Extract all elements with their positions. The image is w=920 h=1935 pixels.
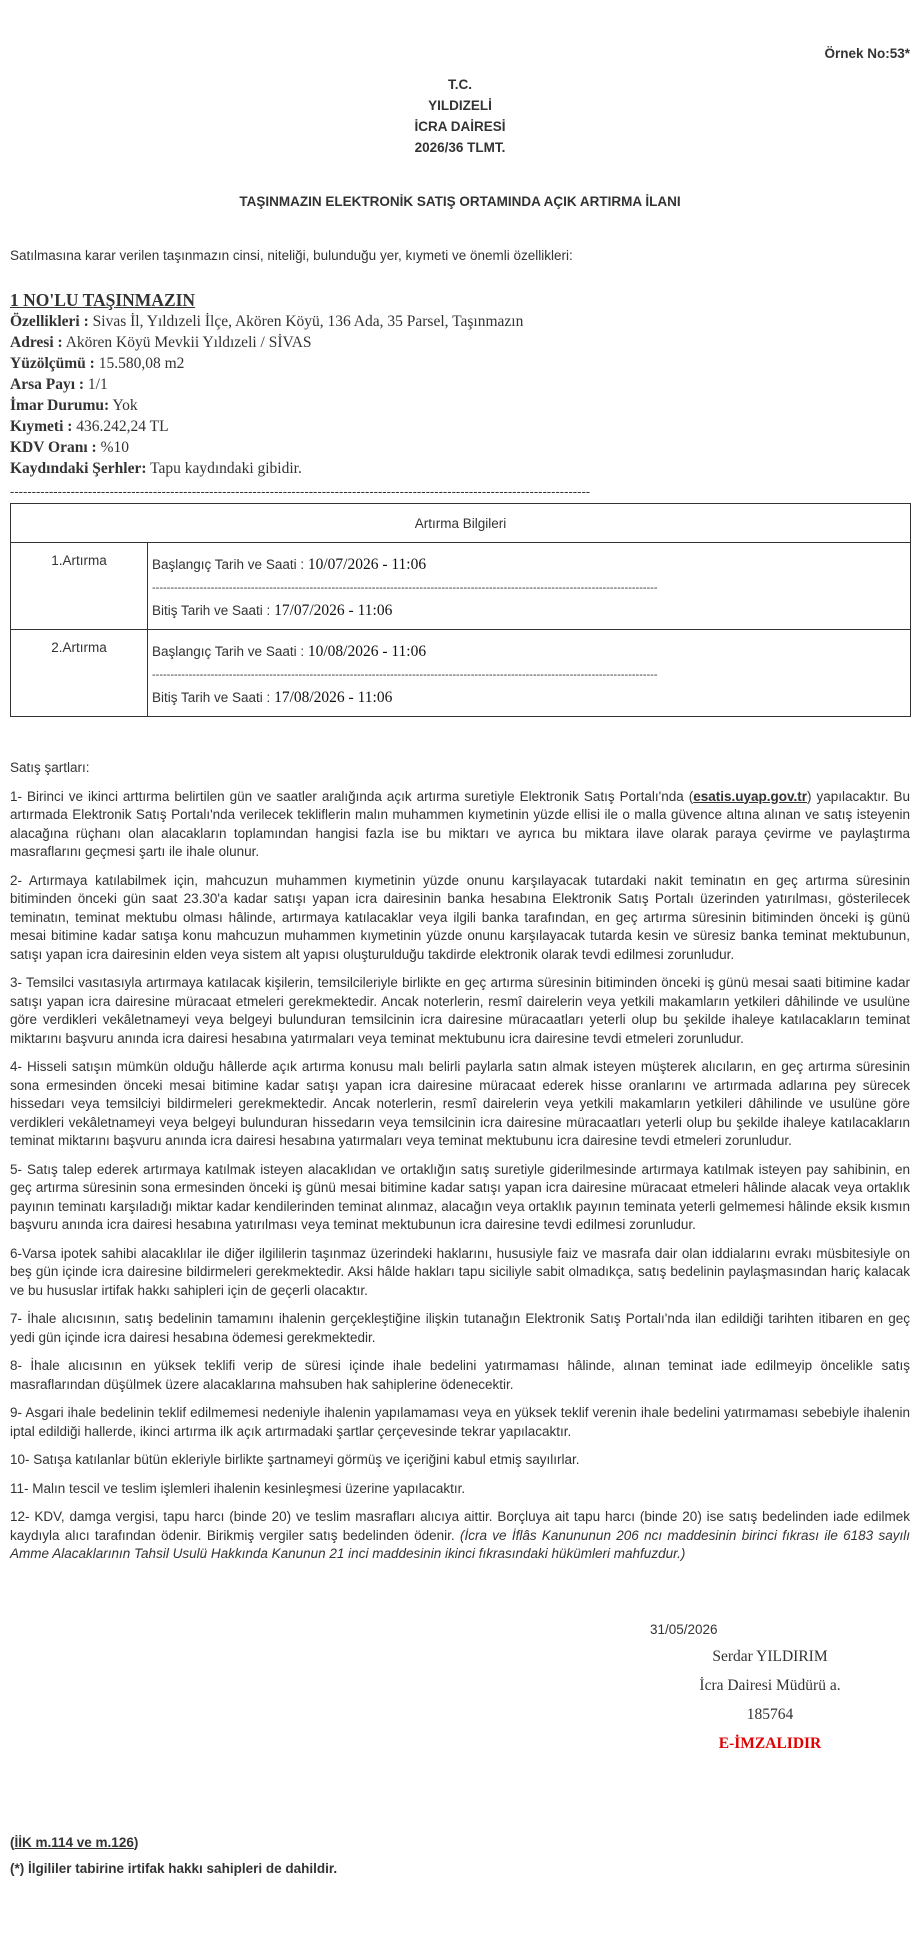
auction-row (11, 630, 911, 717)
auction-table (10, 503, 911, 717)
condition-3: 3- Temsilci vasıtasıyla artırmaya katılacak kişilerin, temsilcileriyle birlikte en geç artırma süresinin bitiminden önceki iş günü mesai saati bitimine kadar satışı yapan icra dairesine müracaat etmeleri gerekmektedir. Ancak noterlerin, resmî dairelerin veya yetkili makamların yetkileri dâhilinde ve usulüne göre verdikleri vekâletnameyi veya belgeyi bulunduran temsilcinin icra dairesine müracaatları yeterli olup bu şekilde ihaleye katılacakların teminat miktarını başvuru anında icra dairesi hesabına yatırmaları veya teminat mektubunu icra dairesine tevdi etmeleri zorunludur. (10, 975, 910, 1046)
condition-7: 7- İhale alıcısının, satış bedelinin tamamını ihalenin gerçekleştiğine ilişkin tutanağın Elektronik Satış Portalı'nda ilan edildiği tarihten itibaren en geç yedi gün içinde icra dairesi hesabına ödemesi gerekmektedir. (10, 1311, 910, 1345)
auction-start: Başlangıç Tarih ve Saati : 10/07/2026 - 11:06 (152, 556, 427, 573)
auction-end: Bitiş Tarih ve Saati : 17/08/2026 - 11:06 (152, 689, 393, 706)
sale-conditions (10, 759, 910, 1574)
property-vat: KDV Oranı : %10 (10, 439, 129, 456)
portal-link[interactable]: esatis.uyap.gov.tr (693, 788, 807, 804)
property-zoning: İmar Durumu: Yok (10, 397, 138, 414)
condition-5: 5- Satış talep ederek artırmaya katılmak isteyen alacaklıdan ve ortaklığın satış suretiyle giderilmesinde artırmaya katılmak isteyen pay sahibinin, en geç artırma süresinin sona ermesinden önceki iş günü mesai bitimine kadar satışı yapan icra dairesine müracaat etmeleri hâlinde alacak veya ortaklık payının teminatı karşıladığı miktar kadar kendilerinden teminat alınmaz, alacağın veya ortaklık payının teminata yeterli gelmemesi hâlinde eksik kısmın başvuru anında icra dairesi hesabına yatırılması veya teminat mektubunun icra dairesine tevdi edilmesi zorunludur. (10, 1161, 910, 1232)
auction-inner-divider: ------------------------------------------------------------------------------------------------------------------------------------------ (152, 669, 658, 681)
condition-11: 11- Malın tescil ve teslim işlemleri ihalenin kesinleşmesi üzerine yapılacaktır. (10, 1480, 466, 1496)
condition-10: 10- Satışa katılanlar bütün ekleriyle birlikte şartnameyi görmüş ve içeriğini kabul etmiş sayılırlar. (10, 1452, 580, 1467)
header-line-city: YILDIZELİ (428, 98, 492, 113)
condition-12: 12- KDV, damga vergisi, tapu harcı (binde 20) ve teslim masrafları alıcıya aittir. Borçluya ait tapu harcı (binde 20) ise satış bedelinden iade edilmek kaydıyla alıcı tarafından ödenir. Birikmiş vergiler satış bedelinden ödenir. (İcra ve İflâs Kanununun 206 ncı maddesinin birinci fıkrası ile 6183 sayılı Amme Alacaklarının Tahsil Usulü Hakkında Kanunun 21 inci maddesinin ikinci fıkrasındaki hükümleri mahfuzdur.) (10, 1509, 911, 1561)
section-divider: -------------------------------------------------------------------------------------------------------------------------------------- (10, 484, 591, 499)
auction-end: Bitiş Tarih ve Saati : 17/07/2026 - 11:06 (152, 602, 393, 619)
condition-2: 2- Artırmaya katılabilmek için, mahcuzun muhammen kıymetinin yüzde onunu karşılayacak tutardaki nakit teminatın en geç artırma süresinin bitiminden önceki gün saat 23.30'a kadar satışı yapan icra dairesinin banka hesabına Elektronik Satış Portalı üzerinden yatırılması, gösterilecek teminatın, teminat mektubu olması hâlinde, artırmaya katılacaklar veya ilgili banka tarafından, en geç artırma süresinin bitiminden önceki iş günü mesai bitimine kadar satışa konu mahcuzun muhammen kıymetinin yüzde onunu karşılayacak tutarda kesin ve süresiz banka teminat mektubunun, satışı yapan icra dairesinin elden veya sistem alt yapısı oluşturulduğu takdirde elektronik olarak tevdi edilmesi zorunludur. (10, 872, 910, 962)
auction-label: 1.Artırma (11, 543, 148, 630)
condition-4: 4- Hisseli satışın mümkün olduğu hâllerde açık artırma konusu malı belirli paylarla satın almak isteyen müşterek alıcıların, en geç artırma süresinin sona ermesinden önceki mesai bitimine kadar satışı yapan icra dairesine müracaat ederek hisse oranlarını ve artırmada adlarına pey sürecek hissedarı veya temsilciyi bildirmeleri gerekmektedir. Ancak noterlerin, resmî dairelerin veya yetkili makamların yetkileri dâhilinde ve usulüne göre verdikleri vekâletnameyi veya belgeyi bulunduran hissedarın veya temsilcinin icra dairesine müracaatları yeterli olup bu şekilde ihaleye katılacakların teminat miktarını başvuru anında icra dairesi hesabına yatırmaları veya teminat mektubunu icra dairesine tevdi etmeleri zorunludur. (10, 1059, 910, 1148)
property-heading: 1 NO'LU TAŞINMAZIN (10, 290, 196, 310)
office-header (10, 74, 910, 158)
conditions-lead: Satış şartları: (10, 760, 90, 775)
signer-role: İcra Dairesi Müdürü a. (699, 1677, 841, 1694)
property-share: Arsa Payı : 1/1 (10, 376, 108, 393)
property-features: Özellikleri : Sivas İl, Yıldızeli İlçe, Akören Köyü, 136 Ada, 35 Parsel, Taşınmazın (10, 313, 524, 330)
auction-row (11, 543, 911, 630)
signer-number: 185764 (746, 1706, 794, 1723)
auction-table-header: Artırma Bilgileri (11, 504, 911, 543)
auction-start: Başlangıç Tarih ve Saati : 10/08/2026 - 11:06 (152, 643, 427, 660)
property-address: Adresi : Akören Köyü Mevkii Yıldızeli / SİVAS (10, 334, 312, 351)
property-details (10, 289, 523, 479)
auction-label: 2.Artırma (11, 630, 148, 717)
condition-9: 9- Asgari ihale bedelinin teklif edilmemesi nedeniyle ihalenin yapılamaması veya en yüksek teklif verenin ihale bedelini yatırmaması sebebiyle ihalenin iptal edildiği hallerde, ikinci artırma ilk açık artırmadaki şartlar çerçevesinde tekrar yapılacaktır. (10, 1405, 910, 1439)
condition-1: 1- Birinci ve ikinci arttırma belirtilen gün ve saatler aralığında açık artırma suretiyle Elektronik Satış Portalı'nda (esatis.uyap.gov.tr) yapılacaktır. Bu artırmada Elektronik Satış Portalı'nda verilecek tekliflerin malın muhammen kıymetinin yüzde ellisi ile o malla güvence altına alınan ve satış isteyenin alacağına rüçhanı olan alacakların toplamından hangisi fazla ise bu miktarı ve ayrıca bu miktara ilave olarak paraya çevirme ve paylaştırma masraflarını geçmesi şartı ile ihale olunur. (10, 788, 910, 859)
condition-6: 6-Varsa ipotek sahibi alacaklılar ile diğer ilgililerin taşınmaz üzerindeki haklarını, hususiyle faiz ve masrafa dair olan iddialarını evrakı müsbitesiyle on beş gün içinde icra dairesine bildirmeleri gerekmektedir. Aksi hâlde hakları tapu siciliyle sabit olmadıkça, satış bedelinin paylaşmasından hariç kalacak ve bu hususlar irtifak hakkı sahipleri için de geçerli olacaktır. (10, 1245, 910, 1298)
header-line-office: İCRA DAİRESİ (414, 119, 506, 134)
property-value: Kıymeti : 436.242,24 TL (10, 418, 169, 435)
sample-number: Örnek No:53* (824, 46, 910, 61)
signer-name: Serdar YILDIRIM (712, 1648, 828, 1665)
notice-title: TAŞINMAZIN ELEKTRONİK SATIŞ ORTAMINDA AÇIK ARTIRMA İLANI (239, 194, 681, 209)
footer-law-reference: (İİK m.114 ve m.126) (10, 1835, 139, 1850)
header-line-tc: T.C. (447, 77, 472, 92)
footer-notes (10, 1830, 337, 1882)
header-line-file-no: 2026/36 TLMT. (414, 140, 506, 155)
e-signature-stamp: E-İMZALIDIR (718, 1735, 822, 1752)
condition-8: 8- İhale alıcısının en yüksek teklifi verip de süresi içinde ihale bedelini yatırmaması hâlinde, alınan teminat iade edilmeyip öncelikle satış masraflarından düşülmek üzere alacaklarına mahsuben hak sahiplerine ödenecektir. (10, 1358, 910, 1392)
intro-text: Satılmasına karar verilen taşınmazın cinsi, niteliği, bulunduğu yer, kıymeti ve önemli özellikleri: (10, 248, 573, 263)
footer-definition-note: (*) İlgililer tabirine irtifak hakkı sahipleri de dahildir. (10, 1861, 338, 1876)
property-notes: Kaydındaki Şerhler: Tapu kaydındaki gibidir. (10, 460, 302, 477)
auction-inner-divider: ------------------------------------------------------------------------------------------------------------------------------------------ (152, 582, 658, 594)
property-area: Yüzölçümü : 15.580,08 m2 (10, 355, 185, 372)
signature-date: 31/05/2026 (650, 1622, 718, 1637)
